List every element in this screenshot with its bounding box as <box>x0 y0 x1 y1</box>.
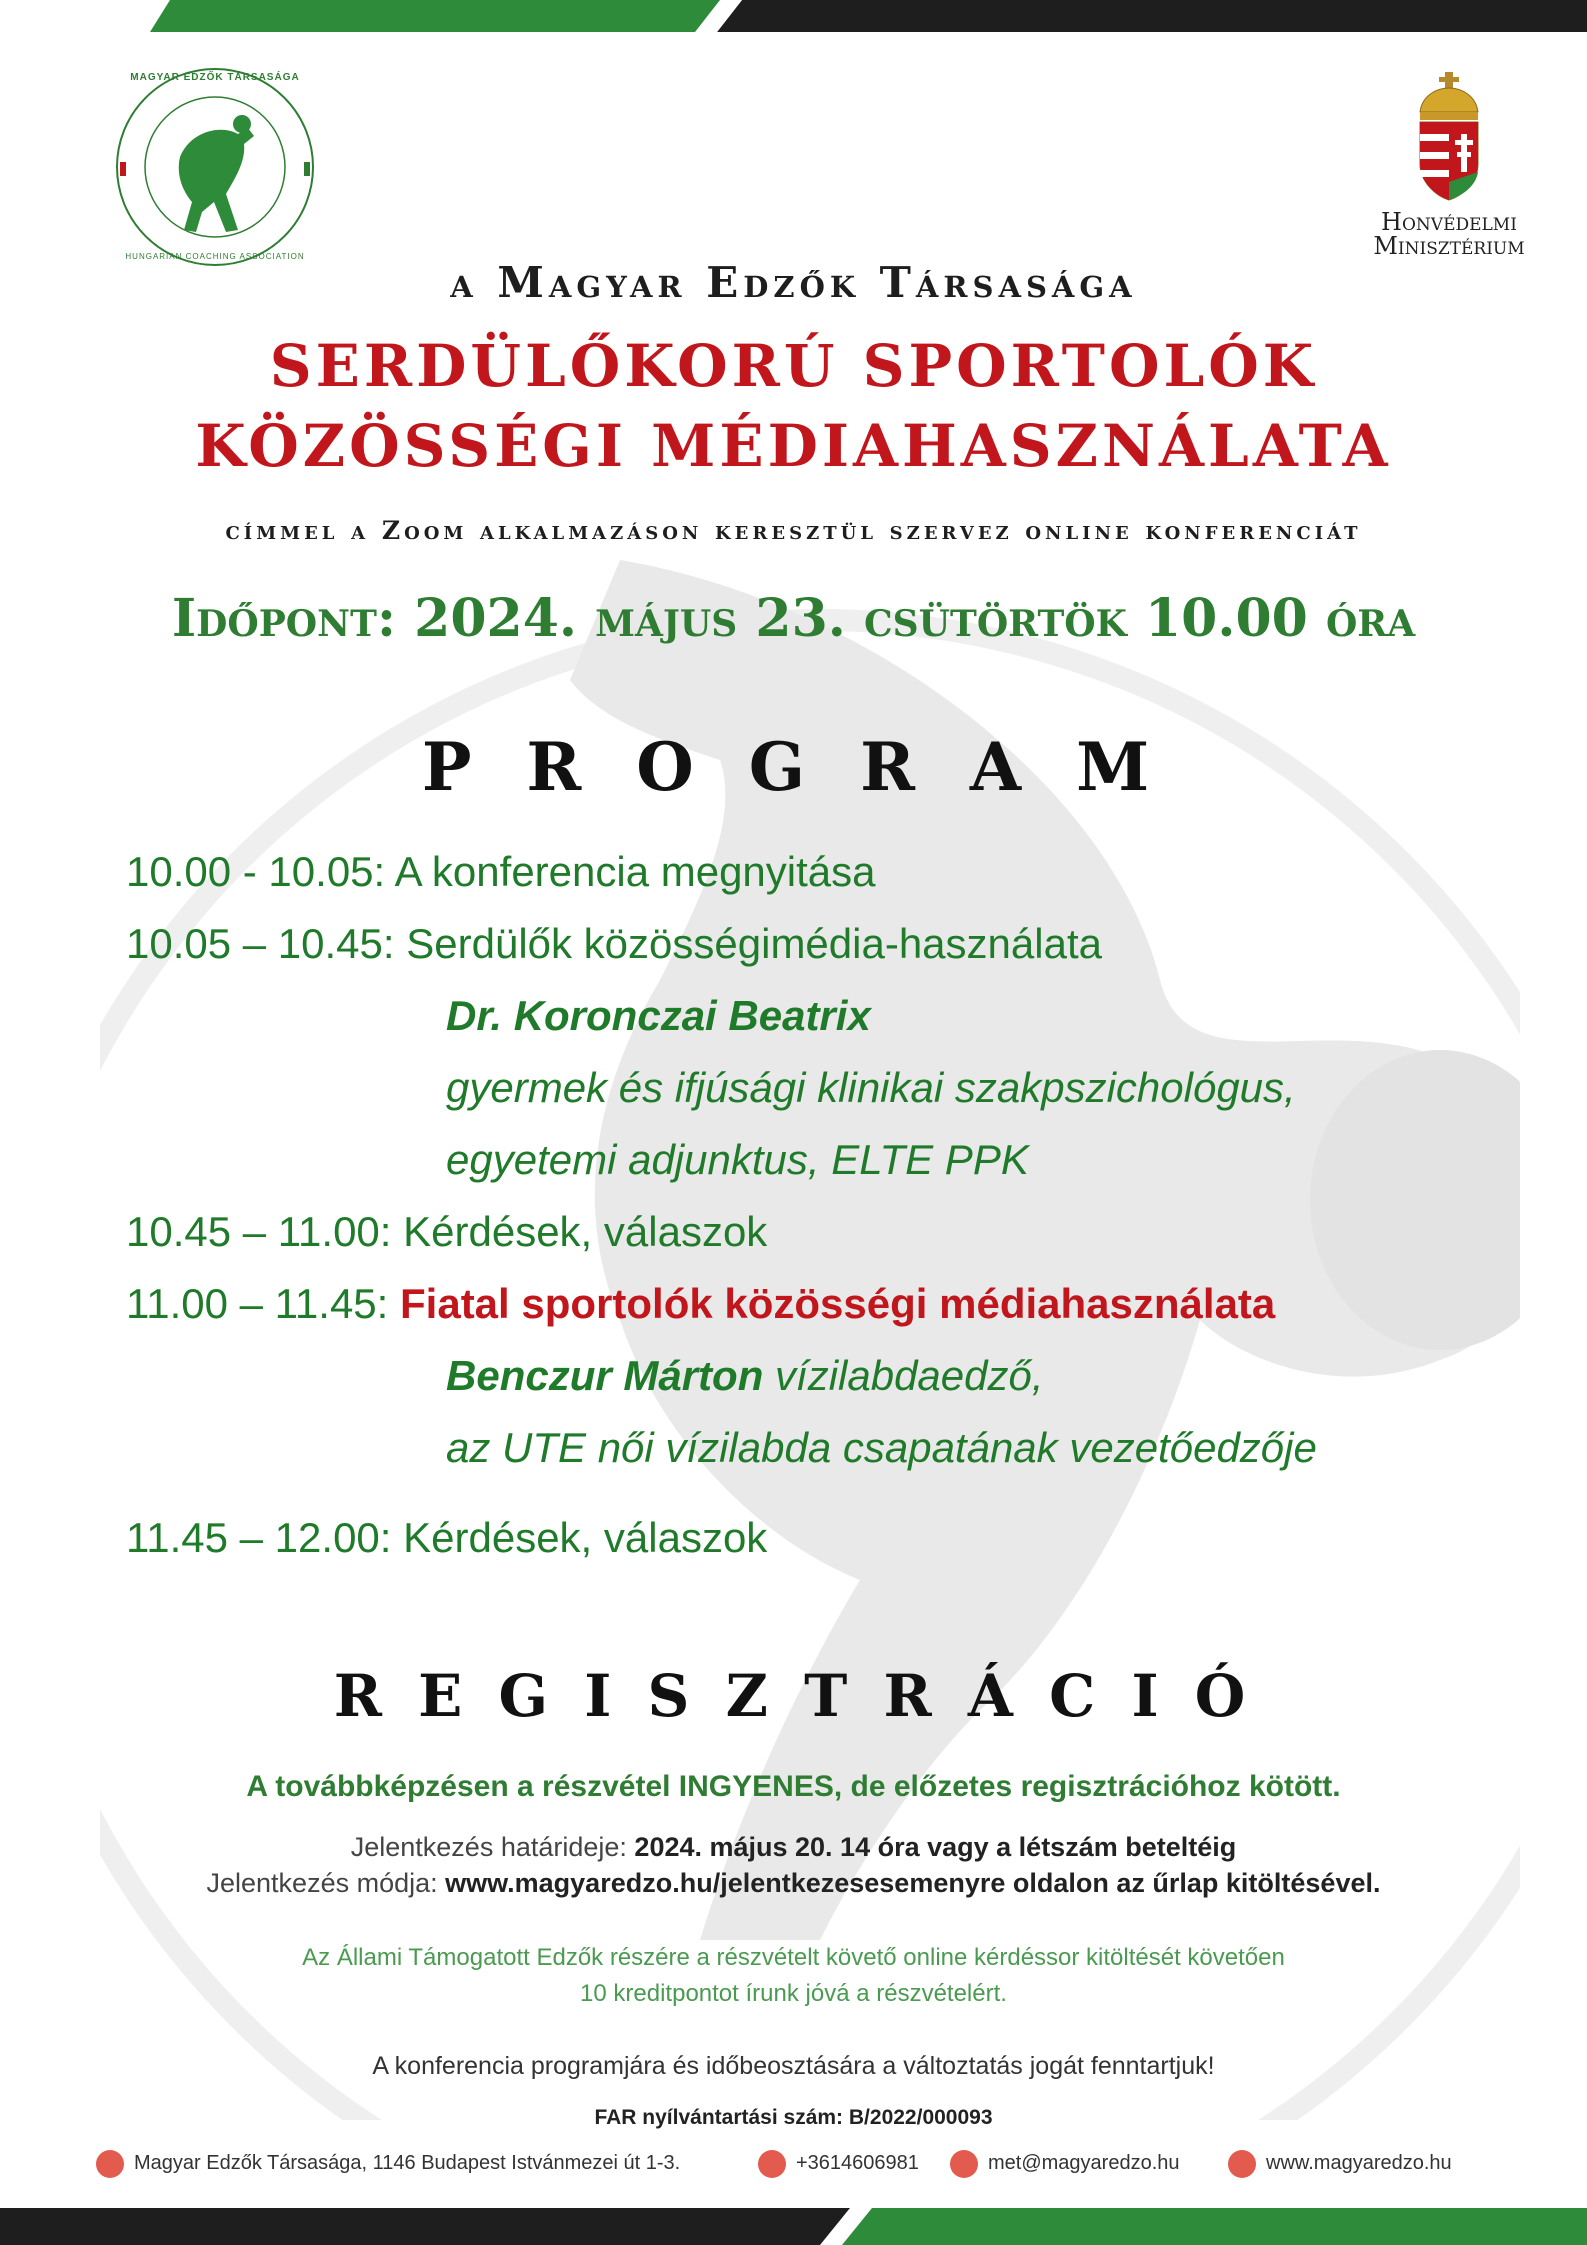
footer-address: Magyar Edzők Társasága, 1146 Budapest Istvánmezei út 1-3. <box>134 2152 681 2174</box>
program-topic: A konferencia megnyitása <box>394 848 876 895</box>
globe-icon <box>1228 2150 1256 2178</box>
registration-deadline <box>0 1832 1587 1863</box>
registration-free-note: A továbbképzésen a részvétel INGYENES, de előzetes regisztrációhoz kötött. <box>246 1770 1341 1803</box>
deadline-label: Jelentkezés határideje: <box>350 1832 627 1862</box>
program-item-qa2 <box>126 1514 767 1562</box>
at-icon <box>950 2150 978 2178</box>
deadline-value: 2024. május 20. 14 óra vagy a létszám beteltéig <box>634 1832 1237 1862</box>
bottom-stripe <box>0 2208 1587 2245</box>
far-number <box>0 2106 1587 2130</box>
speaker2 <box>446 1352 1044 1400</box>
program-topic: Fiatal sportolók közösségi médiahasználata <box>400 1280 1276 1327</box>
program-topic: Serdülők közösségimédia-használata <box>406 920 1102 967</box>
far-value: B/2022/000093 <box>848 2106 993 2129</box>
event-date-suffix: csütörtök 10.00 óra <box>863 588 1416 649</box>
program-time: 10.05 – 10.45: <box>126 920 395 967</box>
program-time: 10.00 - 10.05: <box>126 848 386 895</box>
far-label: FAR nyílvántartási szám: <box>594 2106 844 2129</box>
registration-method <box>0 1868 1587 1899</box>
ministry-name-line2: Minisztérium <box>1373 232 1525 260</box>
registration-link[interactable]: www.magyaredzo.hu/jelentkezesesemenyre oldalon az űrlap kitöltésével. <box>445 1868 1381 1898</box>
speaker2-name: Benczur Márton <box>446 1352 764 1399</box>
footer-email[interactable]: met@magyaredzo.hu <box>988 2152 1180 2174</box>
credit-note-line2: 10 kreditpontot írunk jóvá a részvételért. <box>580 1980 1007 2007</box>
speaker1-name: Dr. Koronczai Beatrix <box>446 992 871 1039</box>
program-item-talk2 <box>126 1280 1275 1328</box>
program-topic: Kérdések, válaszok <box>403 1514 768 1561</box>
registration-heading: R E G I S Z T R Á C I Ó <box>333 1662 1254 1730</box>
mail-icon <box>96 2150 124 2178</box>
event-title-line2: KÖZÖSSÉGI MÉDIAHASZNÁLATA <box>195 412 1392 480</box>
footer-phone[interactable]: +3614606981 <box>796 2152 919 2174</box>
top-stripe <box>0 0 1587 32</box>
program-time: 11.45 – 12.00: <box>126 1514 392 1561</box>
program-item-opening <box>126 848 876 896</box>
organizer-line: a Magyar Edzők Társasága <box>450 258 1137 307</box>
event-title-line1: SERDÜLŐKORÚ SPORTOLÓK <box>269 332 1318 400</box>
credit-note-line1: Az Állami Támogatott Edzők részére a részvételt követő online kérdéssor kitöltését követően <box>302 1944 1285 1971</box>
speaker2-role: vízilabdaedző, <box>763 1352 1044 1399</box>
ministry-name-line1: Honvédelmi <box>1381 208 1517 236</box>
speaker2-role-line2: az UTE női vízilabda csapatának vezetőedzője <box>446 1424 1317 1471</box>
speaker1-role-line2: egyetemi adjunktus, ELTE PPK <box>446 1136 1029 1183</box>
change-note: A konferencia programjára és időbeosztására a változtatás jogát fenntartjuk! <box>372 2052 1215 2080</box>
logo-ring-text-top: MAGYAR EDZŐK TÁRSASÁGA <box>130 72 300 83</box>
program-item-qa1 <box>126 1208 767 1256</box>
phone-icon <box>758 2150 786 2178</box>
coat-of-arms-icon <box>1412 72 1486 202</box>
event-date-prefix: Időpont: 2024. május 23. <box>171 588 846 649</box>
method-label: Jelentkezés módja: <box>206 1868 438 1898</box>
footer-web[interactable]: www.magyaredzo.hu <box>1266 2152 1452 2174</box>
coaching-association-logo <box>110 62 320 272</box>
program-time: 10.45 – 11.00: <box>126 1208 392 1255</box>
program-item-talk1 <box>126 920 1102 968</box>
event-subtitle: címmel a Zoom alkalmazáson keresztül szervez online konferenciát <box>225 516 1362 545</box>
program-topic: Kérdések, válaszok <box>403 1208 768 1255</box>
program-time: 11.00 – 11.45: <box>126 1280 389 1327</box>
speaker1-role-line1: gyermek és ifjúsági klinikai szakpszichológus, <box>446 1064 1296 1111</box>
logo-ring-text-bottom: HUNGARIAN COACHING ASSOCIATION <box>125 252 305 261</box>
event-date <box>0 588 1587 649</box>
program-heading: P R O G R A M <box>421 728 1166 806</box>
